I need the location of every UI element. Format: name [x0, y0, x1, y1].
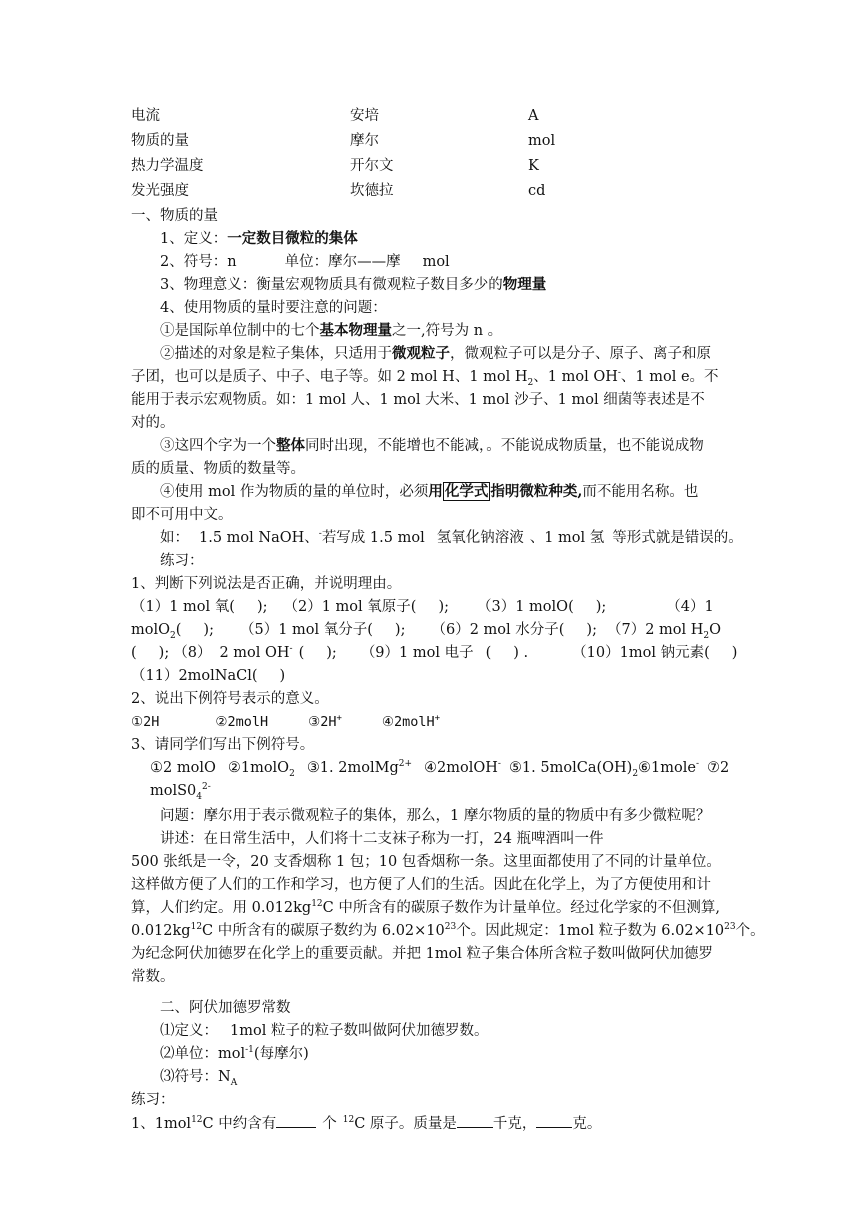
text: ⑶符号：N	[160, 1069, 231, 1085]
unit-symbol: cd	[528, 183, 546, 199]
subscript: 2	[527, 377, 534, 388]
symbol: molS0	[150, 783, 197, 799]
text: 若写成 1.5 mol	[321, 530, 425, 546]
avogadro-symbol	[160, 1067, 237, 1087]
question-3-symbols-line-2	[150, 781, 211, 801]
answer-blank[interactable]	[536, 1113, 572, 1128]
text: 算，人们约定。用 0.012kg	[131, 900, 312, 916]
notes-title: 4、使用物质的量时要注意的问题：	[160, 300, 387, 316]
text: ①是国际单位制中的七个	[160, 323, 320, 339]
subscript: 4	[196, 791, 203, 802]
item: （9）1 mol 电子	[360, 645, 474, 661]
bold-text: 物理量	[502, 276, 547, 293]
subscript: A	[230, 1077, 238, 1088]
item: (	[131, 645, 137, 661]
note-1	[160, 321, 502, 341]
symbol: ⑤1. 5molCa(OH)	[508, 760, 633, 776]
note-3-line-2: 质的质量、物质的数量等。	[131, 461, 305, 477]
question-2-symbols	[131, 712, 440, 732]
note-3	[160, 436, 704, 456]
item: (	[485, 645, 492, 661]
definition	[160, 229, 358, 249]
item-end: );	[326, 645, 337, 661]
superscript: -	[289, 644, 293, 655]
unit-name: 安培	[350, 108, 379, 124]
unit-symbol: K	[528, 158, 539, 174]
question-3-title: 3、请同学们写出下例符号。	[131, 737, 315, 753]
unit-name: 开尔文	[350, 158, 394, 174]
note-2-line-4: 对的。	[131, 415, 175, 431]
physical-meaning	[160, 275, 546, 295]
text: ⑴定义：	[160, 1023, 218, 1039]
note-4	[160, 482, 698, 502]
text: 克。	[572, 1116, 602, 1132]
item: molO	[131, 622, 171, 638]
text: 、1 mol OH	[533, 369, 618, 385]
symbol: ④2molH	[381, 714, 435, 730]
boxed-chemical-formula: 化学式	[444, 483, 489, 500]
text: C 中所含有的碳原子数作为计量单位。经过化学家的不但测算,	[322, 900, 720, 916]
superscript: 2+	[398, 759, 413, 770]
symbol: ③1. 2molMg	[306, 760, 399, 776]
text: 个。	[735, 923, 765, 939]
section-heading-2: 二、阿伏加德罗常数	[160, 1000, 291, 1016]
symbol: ③2H	[308, 714, 337, 730]
superscript: -	[695, 759, 700, 770]
item: （8）	[173, 645, 212, 661]
text: 同时出现，不能增也不能减，。不能说成物质量，也不能说成物	[305, 438, 704, 454]
symbol: ①2 molO	[150, 760, 216, 776]
answer-blank[interactable]	[457, 1113, 493, 1128]
text: 等形式就是错误的。	[612, 530, 743, 546]
item: （4）1	[666, 599, 714, 615]
item: （5）1 mol 氧分子(	[239, 622, 373, 638]
symbol-line	[160, 252, 450, 272]
practice-label-2: 练习：	[131, 1092, 175, 1108]
question-2-title: 2、说出下例符号表示的意义。	[131, 691, 329, 707]
text: C 中所含有的碳原子数约为 6.02×10	[202, 923, 445, 939]
superscript: -1	[245, 1045, 254, 1056]
question-1-row-1	[131, 597, 714, 617]
item: （3）1 molO(	[477, 599, 574, 615]
example-line	[160, 528, 743, 548]
practice-label: 练习：	[160, 553, 204, 569]
symbol: ④2molOH	[424, 760, 498, 776]
item-end: )	[731, 645, 738, 661]
bold-text: 整体	[276, 437, 305, 454]
subscript: 2	[703, 630, 710, 641]
text: ④使用 mol 作为物质的量的单位时，必须	[160, 484, 429, 500]
text: ③这四个字为一个	[160, 438, 276, 454]
item-end: );	[203, 622, 214, 638]
item: （10）1mol 钠元素(	[572, 645, 710, 661]
item: （2）1 mol 氧原子(	[283, 599, 417, 615]
bold-text: 微观粒子	[392, 345, 450, 362]
item: 2 mol OH	[219, 645, 290, 661]
note-2-line-3: 能用于表示宏观物质。如：1 mol 人、1 mol 大米、1 mol 沙子、1 mol 细菌等表述是不	[131, 392, 705, 408]
text: 0.012kg	[131, 923, 191, 939]
text: 个。因此规定：1mol 粒子数为 6.02×10	[456, 923, 725, 939]
explanation-line-4	[131, 898, 720, 918]
superscript: +	[336, 713, 342, 724]
item-end: )	[279, 668, 286, 684]
text: 之一,符号为 n 。	[392, 323, 503, 339]
superscript: 12	[190, 922, 203, 933]
text: C 中约含有	[202, 1116, 277, 1132]
superscript: -	[497, 759, 501, 770]
section-heading-1: 一、物质的量	[131, 208, 218, 224]
practice-question-1	[131, 1113, 601, 1134]
superscript: 12	[311, 899, 323, 910]
superscript: +	[434, 713, 441, 724]
item-end: );	[595, 599, 607, 615]
item: （1）1 mol 氧(	[131, 599, 235, 615]
item: (	[175, 622, 182, 638]
text: 1mol 粒子的粒子数叫做阿伏加德罗数。	[230, 1023, 489, 1039]
explanation-line-6: 为纪念阿伏加德罗在化学上的重要贡献。并把 1mol 粒子集合体所含粒子数叫做阿伏加德罗	[131, 946, 714, 962]
symbol: ⑥1mole	[638, 760, 696, 776]
text: ⑵单位：mol	[160, 1046, 246, 1062]
text: 3、物理意义：衡量宏观物质具有微观粒子数目多少的	[160, 277, 503, 293]
text: 、1 mol 氢	[529, 530, 605, 546]
avogadro-definition	[160, 1021, 488, 1041]
question-1-row-4	[131, 666, 285, 686]
text: 子团，也可以是质子、中子、电子等。如 2 mol H、1 mol H	[131, 369, 528, 385]
subscript: 2	[170, 630, 176, 641]
note-2	[160, 344, 711, 364]
text: ，微观粒子可以是分子、原子、离子和原	[450, 346, 711, 362]
text: (每摩尔)	[253, 1046, 309, 1062]
superscript: 23	[724, 922, 736, 933]
superscript: 12	[191, 1115, 203, 1126]
symbol: ⑦2	[707, 760, 730, 776]
text: 个	[322, 1116, 337, 1132]
note-4-line-2: 即不可用中文。	[131, 507, 233, 523]
item-end: );	[256, 599, 268, 615]
superscript: 2-	[202, 782, 211, 793]
question-1-row-2	[131, 620, 721, 640]
superscript: -	[617, 368, 621, 379]
bold-text: 用	[428, 483, 443, 500]
note-2-line-2	[131, 367, 719, 387]
item-end: );	[394, 622, 406, 638]
unit-qty: 热力学温度	[131, 158, 204, 174]
answer-blank[interactable]	[276, 1113, 316, 1128]
unit-qty: 物质的量	[131, 133, 189, 149]
item: O	[709, 622, 722, 638]
question-1-title: 1、判断下列说法是否正确，并说明理由。	[131, 576, 402, 592]
symbol: ①2H	[131, 714, 160, 730]
text: C 原子。质量是	[354, 1116, 457, 1132]
item: （6）2 mol 水分子(	[431, 622, 565, 638]
unit-qty: 发光强度	[131, 183, 189, 199]
unit-symbol: mol	[528, 133, 556, 149]
text: 氢氧化钠溶液	[436, 530, 524, 546]
bold-text: 指明微粒种类,	[490, 483, 583, 500]
superscript: 12	[342, 1115, 355, 1126]
subscript: 2	[632, 768, 639, 779]
text: 而不能用名称。也	[582, 484, 699, 500]
item: (	[298, 645, 305, 661]
unit-name: 摩尔	[350, 133, 379, 149]
explanation-line-7: 常数。	[131, 969, 175, 985]
explanation-line-5	[131, 921, 765, 941]
symbol: ②1molO	[227, 760, 290, 776]
unit-qty: 电流	[131, 108, 160, 124]
question-3-symbols	[150, 758, 729, 778]
text: 、1 mol e。不	[620, 369, 719, 385]
item-end: );	[438, 599, 449, 615]
item: （11）2molNaCl(	[131, 668, 258, 684]
item-end: ) .	[513, 645, 529, 661]
explanation-line-3: 这样做方便了人们的工作和学习，也方便了人们的生活。因此在化学上，为了方便使用和计	[131, 877, 711, 893]
explanation-line-2: 500 张纸是一令，20 支香烟称 1 包；10 包香烟称一条。这里面都使用了不同的计量单位。	[131, 854, 721, 870]
item: （7）2 mol H	[606, 622, 704, 638]
question-1-row-3	[131, 643, 737, 663]
question-paragraph: 问题：摩尔用于表示微观粒子的集体，那么，1 摩尔物质的量的物质中有多少微粒呢？	[160, 808, 711, 824]
text: 如：	[160, 530, 189, 546]
item-end: );	[586, 622, 597, 638]
text: 1.5 mol NaOH、	[199, 530, 319, 546]
explanation-line-1: 讲述：在日常生活中，人们将十二支袜子称为一打，24 瓶啤酒叫一件	[160, 831, 604, 847]
text: 千克，	[492, 1116, 537, 1132]
unit-symbol: A	[528, 108, 539, 124]
unit-name: 坎德拉	[350, 183, 394, 199]
text: ②描述的对象是粒子集体，只适用于	[160, 346, 392, 362]
text: 1、1mol	[131, 1116, 192, 1132]
label: 1、定义：	[160, 231, 228, 247]
symbol: ②2molH	[215, 714, 269, 730]
unit-symbol-text: mol	[422, 254, 450, 270]
bold-text: 基本物理量	[319, 322, 392, 339]
subscript: 2	[289, 768, 295, 779]
avogadro-unit	[160, 1044, 309, 1064]
definition-bold: 一定数目微粒的集体	[227, 230, 358, 247]
symbol-label: 2、符号：n	[160, 254, 237, 270]
superscript: -	[318, 529, 322, 540]
unit-label: 单位：摩尔——摩	[284, 254, 401, 270]
superscript: 23	[444, 922, 457, 933]
item-end: );	[158, 645, 170, 661]
